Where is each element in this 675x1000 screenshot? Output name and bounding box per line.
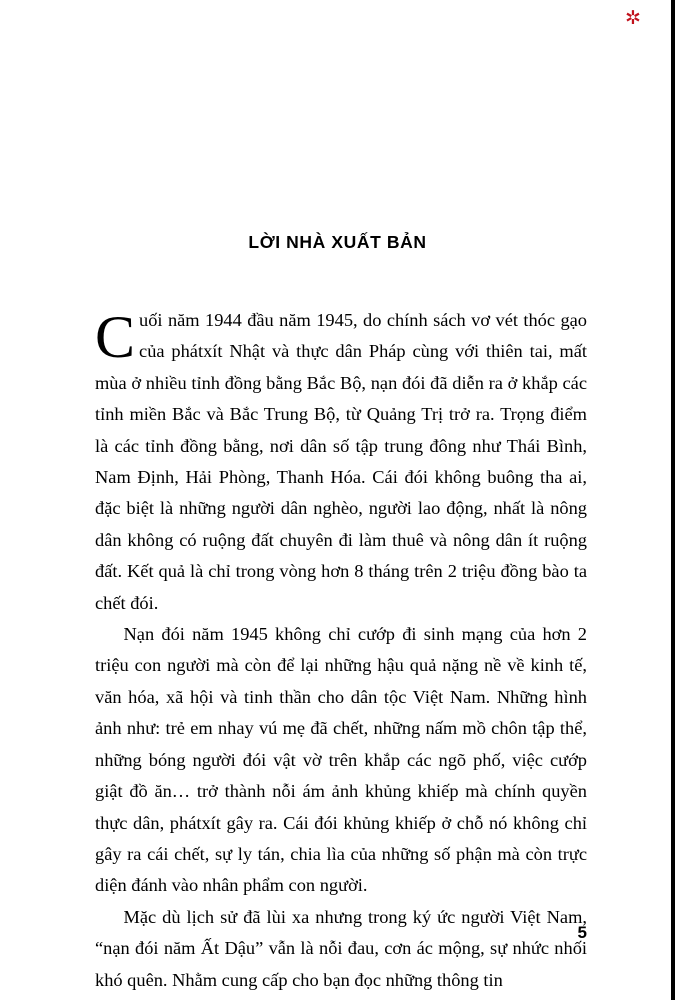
body-text xyxy=(95,305,587,996)
page-number: 5 xyxy=(577,923,587,942)
flower-ornament-icon: ✲ xyxy=(625,7,641,29)
page-title: LỜI NHÀ XUẤT BẢN xyxy=(248,232,427,252)
page-edge-bar xyxy=(671,0,675,1000)
paragraph-3: Mặc dù lịch sử đã lùi xa nhưng trong ký ức người Việt Nam, “nạn đói năm Ất Dậu” vẫn là nỗi đau, cơn ác mộng, sự nhức nhối khó quên. Nhằm cung cấp cho bạn đọc những thông tin xyxy=(95,906,587,990)
drop-cap: C xyxy=(95,304,136,370)
paragraph-2: Nạn đói năm 1945 không chỉ cướp đi sinh mạng của hơn 2 triệu con người mà còn để lại những hậu quả nặng nề về kinh tế, văn hóa, xã hội và tinh thần cho dân tộc Việt Nam. Những hình ảnh như: trẻ em nhay vú mẹ đã chết, những nấm mồ chôn tập thể, những bóng người đói vật vờ trên khắp các ngõ phố, việc cướp giật đồ ăn… trở thành nỗi ám ảnh khủng khiếp mà chính quyền thực dân, phátxít gây ra. Cái đói khủng khiếp ở chỗ nó không chỉ gây ra cái chết, sự ly tán, chia lìa của những số phận mà còn trực diện đánh vào nhân phẩm con người. xyxy=(95,624,587,896)
paragraph-1 xyxy=(95,305,587,619)
paragraph-1-text: uối năm 1944 đầu năm 1945, do chính sách vơ vét thóc gạo của phátxít Nhật và thực dân Pháp cùng với thiên tai, mất mùa ở nhiều tỉnh đồng bằng Bắc Bộ, nạn đói đã diễn ra ở khắp các tỉnh miền Bắc và Bắc Trung Bộ, từ Quảng Trị trở ra. Trọng điểm là các tỉnh đồng bằng, nơi dân số tập trung đông như Thái Bình, Nam Định, Hải Phòng, Thanh Hóa. Cái đói không buông tha ai, đặc biệt là những người dân nghèo, người lao động, nhất là nông dân không có ruộng đất chuyên đi làm thuê và nông dân ít ruộng đất. Kết quả là chỉ trong vòng hơn 8 tháng trên 2 triệu đồng bào ta chết đói. xyxy=(95,310,587,613)
